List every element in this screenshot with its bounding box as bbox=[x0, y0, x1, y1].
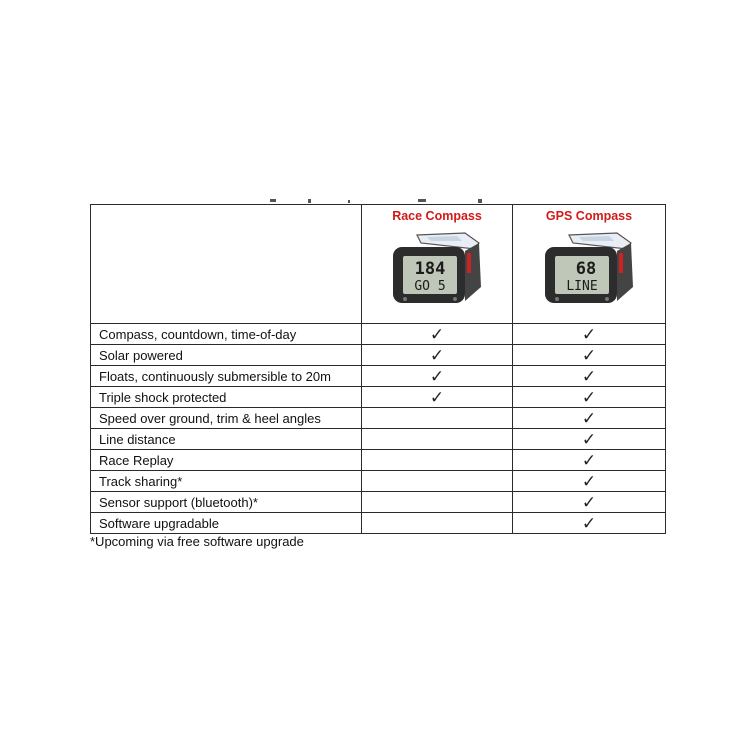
comparison-table bbox=[90, 204, 666, 534]
table-row bbox=[91, 387, 666, 408]
feature-label: Floats, continuously submersible to 20m bbox=[91, 366, 362, 387]
table-row bbox=[91, 450, 666, 471]
gps-compass-column-header bbox=[513, 205, 666, 324]
race-compass-cell bbox=[362, 408, 513, 429]
race-compass-cell bbox=[362, 429, 513, 450]
gps-compass-cell bbox=[513, 345, 666, 366]
table-row bbox=[91, 408, 666, 429]
race-compass-column-header bbox=[362, 205, 513, 324]
gps-compass-cell bbox=[513, 387, 666, 408]
gps-compass-title: GPS Compass bbox=[545, 209, 633, 223]
checkmark-icon: ✓ bbox=[429, 387, 445, 407]
race-compass-cell bbox=[362, 387, 513, 408]
table-row bbox=[91, 324, 666, 345]
table-row bbox=[91, 345, 666, 366]
feature-label: Solar powered bbox=[91, 345, 362, 366]
gps-lcd-line2: LINE bbox=[566, 279, 598, 294]
gps-compass-device-image bbox=[539, 229, 639, 309]
feature-label: Software upgradable bbox=[91, 513, 362, 534]
table-row bbox=[91, 366, 666, 387]
feature-label: Race Replay bbox=[91, 450, 362, 471]
header-row bbox=[91, 205, 666, 324]
blank-header-cell bbox=[91, 205, 362, 324]
race-lcd-line1: 184 bbox=[414, 259, 446, 279]
feature-label: Sensor support (bluetooth)* bbox=[91, 492, 362, 513]
race-compass-cell bbox=[362, 471, 513, 492]
checkmark-icon: ✓ bbox=[581, 492, 597, 512]
race-lcd-line2: GO 5 bbox=[414, 279, 446, 294]
checkmark-icon: ✓ bbox=[581, 366, 597, 386]
feature-label: Compass, countdown, time-of-day bbox=[91, 324, 362, 345]
gps-compass-cell bbox=[513, 429, 666, 450]
checkmark-icon: ✓ bbox=[581, 471, 597, 491]
checkmark-icon: ✓ bbox=[429, 366, 445, 386]
gps-compass-cell bbox=[513, 471, 666, 492]
feature-label: Line distance bbox=[91, 429, 362, 450]
checkmark-icon: ✓ bbox=[429, 324, 445, 344]
table-row bbox=[91, 513, 666, 534]
gps-compass-cell bbox=[513, 324, 666, 345]
checkmark-icon: ✓ bbox=[581, 408, 597, 428]
feature-label: Speed over ground, trim & heel angles bbox=[91, 408, 362, 429]
race-compass-device-image bbox=[387, 229, 487, 309]
checkmark-icon: ✓ bbox=[581, 345, 597, 365]
race-compass-cell bbox=[362, 492, 513, 513]
race-compass-cell bbox=[362, 513, 513, 534]
checkmark-icon: ✓ bbox=[581, 387, 597, 407]
gps-compass-cell bbox=[513, 492, 666, 513]
race-compass-cell bbox=[362, 366, 513, 387]
gps-compass-cell bbox=[513, 513, 666, 534]
checkmark-icon: ✓ bbox=[581, 513, 597, 533]
gps-compass-cell bbox=[513, 408, 666, 429]
checkmark-icon: ✓ bbox=[581, 429, 597, 449]
table-row bbox=[91, 429, 666, 450]
checkmark-icon: ✓ bbox=[581, 450, 597, 470]
checkmark-icon: ✓ bbox=[581, 324, 597, 344]
gps-lcd-line1: 68 bbox=[575, 259, 597, 279]
race-compass-cell bbox=[362, 324, 513, 345]
feature-label: Track sharing* bbox=[91, 471, 362, 492]
race-compass-cell bbox=[362, 450, 513, 471]
gps-compass-cell bbox=[513, 366, 666, 387]
gps-compass-cell bbox=[513, 450, 666, 471]
checkmark-icon: ✓ bbox=[429, 345, 445, 365]
feature-label: Triple shock protected bbox=[91, 387, 362, 408]
table-row bbox=[91, 471, 666, 492]
table-row bbox=[91, 492, 666, 513]
race-compass-title: Race Compass bbox=[392, 209, 482, 223]
footnote: *Upcoming via free software upgrade bbox=[90, 534, 304, 549]
race-compass-cell bbox=[362, 345, 513, 366]
